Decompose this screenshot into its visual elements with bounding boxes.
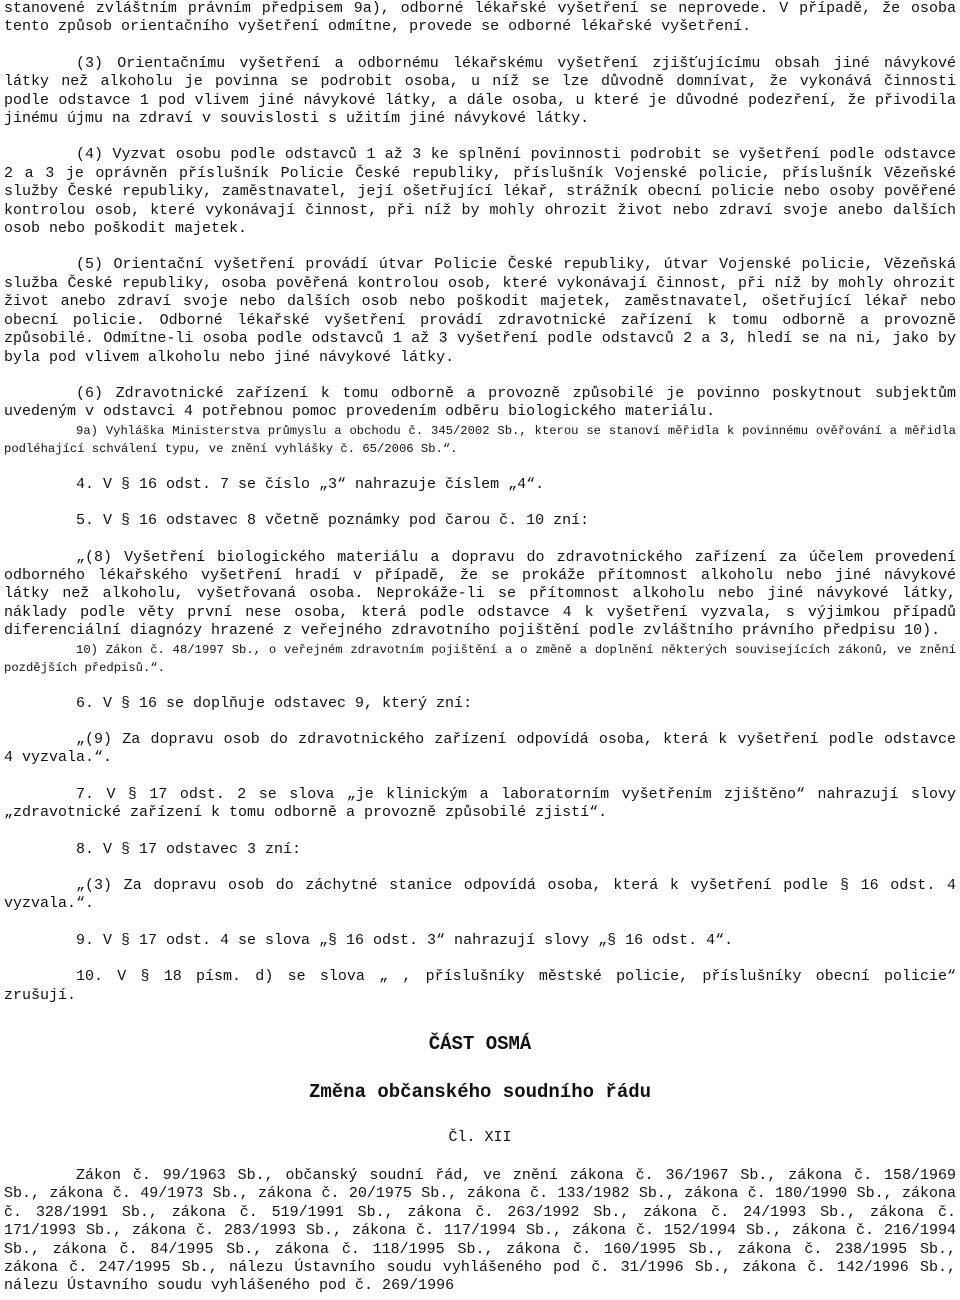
paragraph-5: (5) Orientační vyšetření provádí útvar Policie České republiky, útvar Vojenské policie, Vězeňská služba České republiky, osoba pověřená kontrolou osob, které vykonávají činnost, při níž by mohly ohrozit život anebo zdraví svoje nebo dalších osob nebo poškodit majetek, zaměstnavatel, ošetřující lékař nebo obecní policie. Odborné lékařské vyšetření provádí zdravotnické zařízení k tomu odborně a provozně způsobilé. Odmítne-li osoba podle odstavců 1 až 3 vyšetření podle odstavců 2 a 3, hledí se na ni, jako by byla pod vlivem alkoholu nebo jiné návykové látky. <box>4 256 956 366</box>
part-title: Změna občanského soudního řádu <box>308 1081 652 1104</box>
amendment-item-9: 9. V § 17 odst. 4 se slova „§ 16 odst. 3“ nahrazují slovy „§ 16 odst. 4“. <box>76 931 734 949</box>
paragraph-3: (3) Orientačnímu vyšetření a odbornému lékařskému vyšetření zjišťujícímu obsah jiné návykové látky než alkoholu je povinna se podrobit osoba, u níž se lze důvodně domnívat, že vykonává činnosti podle odstavce 1 pod vlivem jiné návykové látky, a dále osoba, u které je důvodné podezření, že přivodila jinému újmu na zdraví v souvislosti s užitím jiné návykové látky. <box>4 54 956 128</box>
quoted-paragraph-3: „(3) Za dopravu osob do záchytné stanice odpovídá osoba, která k vyšetření podle § 16 odst. 4 vyzvala.“. <box>4 877 956 913</box>
quoted-paragraph-8: „(8) Vyšetření biologického materiálu a dopravu do zdravotnického zařízení za účelem provedení odborného lékařského vyšetření hradí v případě, že se prokáže přítomnost alkoholu nebo jiné návykové látky než alkoholu, vyšetřovaná osoba. Neprokáže-li se přítomnost alkoholu nebo jiné návykové látky, náklady podle věty první nese osoba, která podle odstavce 4 k vyšetření vyzvala, s výjimkou případů diferenciální diagnózy hrazené z veřejného zdravotního pojištění podle zvláštního právního předpisu 10). <box>4 548 956 640</box>
amendment-item-5: 5. V § 16 odstavec 8 včetně poznámky pod čarou č. 10 zní: <box>76 512 590 530</box>
amendment-item-4: 4. V § 16 odst. 7 se číslo „3“ nahrazuje číslem „4“. <box>76 475 545 493</box>
document-page <box>4 0 956 1296</box>
footnote-10: 10) Zákon č. 48/1997 Sb., o veřejném zdravotním pojištění a o změně a doplnění některých souvisejících zákonů, ve znění pozdějších předpisů.“. <box>4 642 956 675</box>
part-heading: ČÁST OSMÁ <box>428 1033 532 1056</box>
article-number: Čl. XII <box>448 1129 512 1147</box>
amendment-item-10: 10. V § 18 písm. d) se slova „ , příslušníky městské policie, příslušníky obecní policie“ zrušují. <box>4 968 956 1004</box>
amendment-item-6: 6. V § 16 se doplňuje odstavec 9, který zní: <box>76 694 473 712</box>
paragraph-continuation: stanovené zvláštním právním předpisem 9a), odborné lékařské vyšetření se neprovede. V případě, že osoba tento způsob orientačního vyšetření odmítne, provede se odborné lékařské vyšetření. <box>4 0 956 36</box>
paragraph-6: (6) Zdravotnické zařízení k tomu odborně a provozně způsobilé je povinno poskytnout subjektům uvedeným v odstavci 4 potřebnou pomoc provedením odběru biologického materiálu. <box>4 384 956 421</box>
paragraph-4: (4) Vyzvat osobu podle odstavců 1 až 3 ke splnění povinnosti podrobit se vyšetření podle odstavce 2 a 3 je oprávněn příslušník Policie České republiky, příslušník Vojenské policie, příslušník Vězeňské služby České republiky, zaměstnavatel, její ošetřující lékař, strážník obecní policie nebo osoby pověřené kontrolou osob, které vykonávají činnost, při níž by mohly ohrozit život nebo zdraví svoje anebo dalších osob nebo poškodit majetek. <box>4 146 956 238</box>
quoted-paragraph-9: „(9) Za dopravu osob do zdravotnického zařízení odpovídá osoba, která k vyšetření podle odstavce 4 vyzvala.“. <box>4 730 956 767</box>
amendment-item-8: 8. V § 17 odstavec 3 zní: <box>76 840 302 858</box>
amendment-item-7: 7. V § 17 odst. 2 se slova „je klinickým a laboratorním vyšetřením zjištěno“ nahrazují slovy „zdravotnické zařízení k tomu odborně a provozně způsobilé zjistí“. <box>4 785 956 822</box>
law-citation-paragraph: Zákon č. 99/1963 Sb., občanský soudní řád, ve znění zákona č. 36/1967 Sb., zákona č. 158/1969 Sb., zákona č. 49/1973 Sb., zákona č. 20/1975 Sb., zákona č. 133/1982 Sb., zákona č. 180/1990 Sb., zákona č. 328/1991 Sb., zákona č. 519/1991 Sb., zákona č. 263/1992 Sb., zákona č. 24/1993 Sb., zákona č. 171/1993 Sb., zákona č. 283/1993 Sb., zákona č. 117/1994 Sb., zákona č. 152/1994 Sb., zákona č. 216/1994 Sb., zákona č. 84/1995 Sb., zákona č. 118/1995 Sb., zákona č. 160/1995 Sb., zákona č. 238/1995 Sb., zákona č. 247/1995 Sb., nálezu Ústavního soudu vyhlášeného pod č. 31/1996 Sb., zákona č. 142/1996 Sb., nálezu Ústavního soudu vyhlášeného pod č. 269/1996 <box>4 1167 956 1295</box>
footnote-9a: 9a) Vyhláška Ministerstva průmyslu a obchodu č. 345/2002 Sb., kterou se stanoví měřidla k povinnému ověřování a měřidla podléhající schválení typu, ve znění vyhlášky č. 65/2006 Sb.“. <box>4 423 956 456</box>
